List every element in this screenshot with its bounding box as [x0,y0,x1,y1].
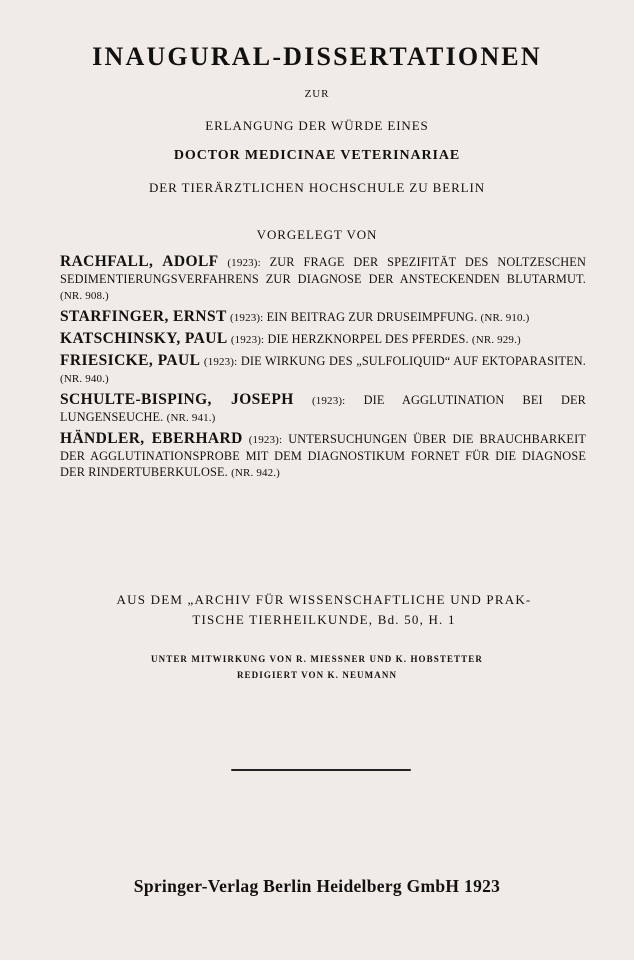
entry-year: (1923): [230,334,265,346]
entry-number: (NR. 929.) [471,334,521,346]
credits-line-1: UNTER MITWIRKUNG VON R. MIESSNER UND K. HOBSTETTER [151,654,483,664]
entry-title: DIE AGGLUTINATION BEI DER LUNGENSEUCHE. [60,393,586,424]
entry-number: (NR. 942.) [231,467,280,479]
dissertation-entry [60,353,586,387]
editor-credits [0,651,634,683]
zur-line: ZUR [304,88,330,100]
entry-title: ZUR FRAGE DER SPEZIFITÄT DES NOLTZESCHEN SEDIMENTIERUNGSVERFAHRENS ZUR DIAGNOSE DER ANSTECKENDEN BLUTARMUT. [60,255,586,286]
dissertation-entry [60,392,586,426]
dissertation-entry [60,331,586,348]
credits-line-2: REDIGIERT VON K. NEUMANN [236,670,398,680]
entry-number: (NR. 941.) [166,412,216,424]
dissertation-list [60,254,586,486]
entry-year: (1923): [203,356,238,368]
divider-rule [231,769,411,771]
source-note [56,590,592,630]
entry-title: DIE WIRKUNG DES „SULFOLIQUID“ AUF EKTOPARASITEN. [240,354,586,368]
publisher-line: Springer-Verlag Berlin Heidelberg GmbH 1923 [133,876,501,896]
author-name: HÄNDLER, EBERHARD [60,430,243,447]
entry-year: (1923): [227,257,261,269]
entry-year: (1923): [229,312,264,324]
source-line-1: AUS DEM „ARCHIV FÜR WISSENSCHAFTLICHE UND PRAK- [116,592,532,607]
entry-number: (NR. 910.) [480,312,530,324]
author-name: KATSCHINSKY, PAUL [60,330,228,347]
page-title: INAUGURAL-DISSERTATIONEN [92,42,542,71]
entry-title: UNTERSUCHUNGEN ÜBER DIE BRAUCHBARKEIT DER AGGLUTINATIONSPROBE MIT DEM DIAGNOSTIKUM FORNET FÜR DIE DIAGNOSE DER RINDERTUBERKULOSE. [60,432,586,479]
degree-line: DOCTOR MEDICINAE VETERINARIAE [173,148,461,163]
dissertation-entry [60,431,586,481]
entry-number: (NR. 940.) [60,373,109,385]
entry-year: (1923): [248,434,283,446]
school-line: DER TIERÄRZTLICHEN HOCHSCHULE ZU BERLIN [148,180,485,195]
entry-number: (NR. 908.) [60,290,109,302]
author-name: STARFINGER, ERNST [60,308,227,325]
entry-year: (1923): [311,395,346,407]
erlangung-line: ERLANGUNG DER WÜRDE EINES [205,118,429,133]
dissertation-entry [60,309,586,326]
vorgelegt-line: VORGELEGT VON [256,227,378,242]
dissertation-entry [60,254,586,304]
entry-title: DIE HERZKNORPEL DES PFERDES. [267,332,469,346]
source-line-2: TISCHE TIERHEILKUNDE, Bd. 50, H. 1 [192,612,456,627]
author-name: SCHULTE-BISPING, JOSEPH [60,391,294,408]
entry-title: EIN BEITRAG ZUR DRUSEIMPFUNG. [266,310,478,324]
author-name: FRIESICKE, PAUL [60,352,201,369]
author-name: RACHFALL, ADOLF [60,253,219,270]
